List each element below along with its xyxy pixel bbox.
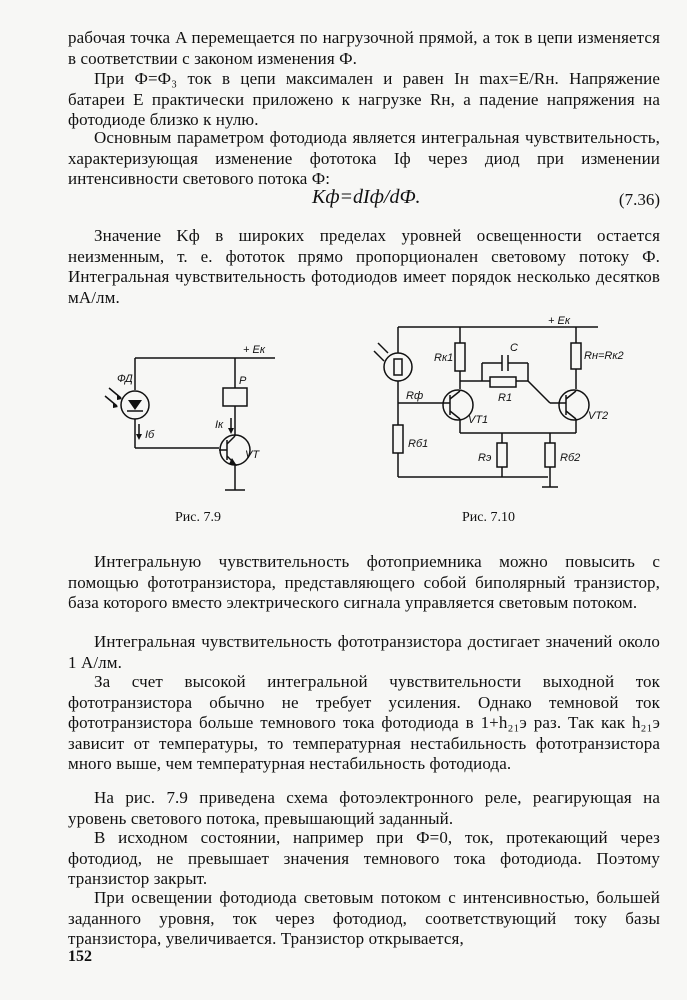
fig79-collector-current-label: Iк <box>215 419 224 431</box>
paragraph-1: рабочая точка A перемещается по нагрузочной прямой, а ток в цепи изменяется в соответствии с законом изменения Ф. <box>68 28 660 68</box>
paragraph-4: Значение Kф в широких пределах уровней освещенности остается неизменным, т. е. фототок прямо пропорционален световому потоку Ф. Интегральная чувствительность фотодиодов имеет порядок несколько десятков мА/лм. <box>68 226 660 307</box>
fig710-rk1-label: Rк1 <box>434 352 454 364</box>
transistor-vt2 <box>559 390 589 420</box>
paragraph-6: Интегральная чувствительность фототранзистора достигает значений около 1 А/лм. <box>68 632 660 672</box>
photoresistor-symbol <box>384 353 412 381</box>
paragraph-5: Интегральную чувствительность фотоприемника можно повысить с помощью фототранзистора, представляющего собой биполярный транзистор, база которого вместо электрического сигнала управляется световым потоком. <box>68 552 660 612</box>
figure-7-9-circuit <box>95 340 275 500</box>
paragraph-3: Основным параметром фотодиода является интегральная чувствительность, характеризующая изменение фототока Iф через диод при изменении интенсивности светового потока Ф: <box>68 128 660 188</box>
fig710-rn-label: Rн=Rк2 <box>584 350 624 362</box>
figure-7-10-caption: Рис. 7.10 <box>462 510 515 525</box>
fig710-rb1-label: Rб1 <box>408 438 429 450</box>
page-number: 152 <box>68 948 92 965</box>
fig710-vt1-label: VT1 <box>468 414 489 426</box>
paragraph-8: На рис. 7.9 приведена схема фотоэлектронного реле, реагирующая на уровень светового потока, превышающий заданный. <box>68 788 660 828</box>
fig710-rf-label: Rф <box>406 390 424 402</box>
fig710-re-label: Rэ <box>478 452 492 464</box>
diode-icon <box>128 400 142 410</box>
light-arrow-icon <box>378 343 388 353</box>
fig79-photodiode-label: ФД <box>117 373 133 385</box>
figure-7-9-caption: Рис. 7.9 <box>175 510 221 525</box>
fig79-supply-label: + Eк <box>243 344 266 356</box>
formula-expression: Kф=dIф/dФ. <box>312 186 421 208</box>
paragraph-9: В исходном состоянии, например при Ф=0, ток, протекающий через фотодиод, не превышает значения темнового тока фотодиода. Поэтому транзистор закрыт. <box>68 828 660 888</box>
formula-7-36 <box>68 186 660 214</box>
relay-coil <box>223 388 247 406</box>
fig710-c-label: C <box>510 342 518 354</box>
fig79-relay-label: Р <box>239 375 247 387</box>
figure-7-10-circuit <box>378 315 624 500</box>
paragraph-7: За счет высокой интегральной чувствительности выходной ток фототранзистора обычно не требует усиления. Однако темновой ток фототранзистора больше темнового тока фотодиода в 1+h₂₁э раз. Так как h₂₁э зависит от температуры, то температурная нестабильность фототранзистора много выше, чем температурная нестабильность фотодиода. <box>68 672 660 773</box>
paragraph-10: При освещении фотодиода световым потоком с интенсивностью, большей заданного уровня, ток через фотодиод, соответствующий току базы транзистора, увеличивается. Транзистор открывается, <box>68 888 660 948</box>
formula-number: (7.36) <box>618 190 660 209</box>
fig710-vt2-label: VT2 <box>588 410 609 422</box>
fig710-rb2-label: Rб2 <box>560 452 581 464</box>
fig710-supply-label: + Eк <box>548 315 571 327</box>
fig710-r1-label: R1 <box>498 392 513 404</box>
fig79-base-current-label: Iб <box>145 429 155 441</box>
fig79-transistor-label: VT <box>245 449 260 461</box>
paragraph-2: При Ф=Ф₃ ток в цепи максимален и равен Iн max=E/Rн. Напряжение батареи E практически приложено к нагрузке Rн, а падение напряжения на фотодиоде близко к нулю. <box>68 69 660 129</box>
